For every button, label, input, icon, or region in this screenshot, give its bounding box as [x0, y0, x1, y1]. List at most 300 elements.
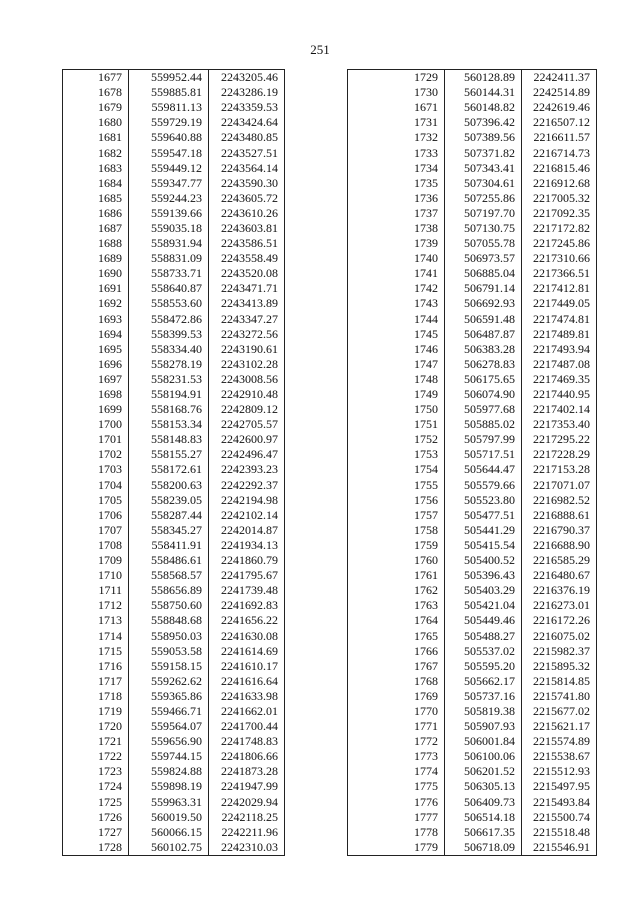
- table-row: [63, 719, 285, 734]
- table-row: [63, 191, 285, 206]
- point-id-cell: 1678: [63, 85, 129, 100]
- point-id-cell: 1775: [348, 779, 445, 794]
- table-row: [348, 659, 597, 674]
- table-row: [348, 312, 597, 327]
- x-coordinate-cell: 560144.31: [445, 85, 522, 100]
- y-coordinate-cell: 2216714.73: [522, 145, 597, 160]
- table-row: [63, 795, 285, 810]
- table-row: [63, 145, 285, 160]
- y-coordinate-cell: 2215574.89: [522, 734, 597, 749]
- y-coordinate-cell: 2243359.53: [209, 100, 285, 115]
- y-coordinate-cell: 2243008.56: [209, 372, 285, 387]
- y-coordinate-cell: 2243286.19: [209, 85, 285, 100]
- x-coordinate-cell: 559885.81: [129, 85, 209, 100]
- y-coordinate-cell: 2216507.12: [522, 115, 597, 130]
- table-body-left: [63, 70, 285, 856]
- table-row: [348, 417, 597, 432]
- table-row: [63, 357, 285, 372]
- point-id-cell: 1711: [63, 583, 129, 598]
- point-id-cell: 1701: [63, 432, 129, 447]
- point-id-cell: 1696: [63, 357, 129, 372]
- point-id-cell: 1741: [348, 266, 445, 281]
- y-coordinate-cell: 2243190.61: [209, 342, 285, 357]
- y-coordinate-cell: 2217487.08: [522, 357, 597, 372]
- table-row: [63, 810, 285, 825]
- x-coordinate-cell: 558278.19: [129, 357, 209, 372]
- x-coordinate-cell: 505449.46: [445, 613, 522, 628]
- table-row: [348, 538, 597, 553]
- y-coordinate-cell: 2241630.08: [209, 628, 285, 643]
- point-id-cell: 1776: [348, 795, 445, 810]
- y-coordinate-cell: 2217493.94: [522, 342, 597, 357]
- x-coordinate-cell: 560019.50: [129, 810, 209, 825]
- table-row: [63, 206, 285, 221]
- point-id-cell: 1716: [63, 659, 129, 674]
- y-coordinate-cell: 2243272.56: [209, 327, 285, 342]
- point-id-cell: 1706: [63, 508, 129, 523]
- point-id-cell: 1755: [348, 478, 445, 493]
- x-coordinate-cell: 559347.77: [129, 176, 209, 191]
- table-row: [348, 206, 597, 221]
- y-coordinate-cell: 2242393.23: [209, 462, 285, 477]
- y-coordinate-cell: 2243205.46: [209, 70, 285, 86]
- point-id-cell: 1693: [63, 312, 129, 327]
- table-row: [63, 538, 285, 553]
- x-coordinate-cell: 507371.82: [445, 145, 522, 160]
- y-coordinate-cell: 2215497.95: [522, 779, 597, 794]
- point-id-cell: 1739: [348, 236, 445, 251]
- x-coordinate-cell: 505403.29: [445, 583, 522, 598]
- y-coordinate-cell: 2217489.81: [522, 327, 597, 342]
- table-row: [63, 628, 285, 643]
- table-row: [63, 176, 285, 191]
- point-id-cell: 1719: [63, 704, 129, 719]
- point-id-cell: 1752: [348, 432, 445, 447]
- table-row: [348, 115, 597, 130]
- x-coordinate-cell: 559640.88: [129, 130, 209, 145]
- table-row: [348, 357, 597, 372]
- table-row: [348, 372, 597, 387]
- x-coordinate-cell: 507055.78: [445, 236, 522, 251]
- table-body-right: [348, 70, 597, 856]
- table-row: [348, 266, 597, 281]
- table-row: [348, 251, 597, 266]
- point-id-cell: 1723: [63, 764, 129, 779]
- point-id-cell: 1749: [348, 387, 445, 402]
- point-id-cell: 1768: [348, 674, 445, 689]
- y-coordinate-cell: 2216912.68: [522, 176, 597, 191]
- x-coordinate-cell: 558194.91: [129, 387, 209, 402]
- point-id-cell: 1743: [348, 296, 445, 311]
- point-id-cell: 1695: [63, 342, 129, 357]
- x-coordinate-cell: 559449.12: [129, 161, 209, 176]
- point-id-cell: 1740: [348, 251, 445, 266]
- x-coordinate-cell: 506885.04: [445, 266, 522, 281]
- x-coordinate-cell: 505415.54: [445, 538, 522, 553]
- y-coordinate-cell: 2215512.93: [522, 764, 597, 779]
- y-coordinate-cell: 2215741.80: [522, 689, 597, 704]
- x-coordinate-cell: 558345.27: [129, 523, 209, 538]
- x-coordinate-cell: 558168.76: [129, 402, 209, 417]
- y-coordinate-cell: 2242600.97: [209, 432, 285, 447]
- point-id-cell: 1679: [63, 100, 129, 115]
- table-row: [348, 130, 597, 145]
- y-coordinate-cell: 2215493.84: [522, 795, 597, 810]
- x-coordinate-cell: 558231.53: [129, 372, 209, 387]
- table-row: [348, 749, 597, 764]
- x-coordinate-cell: 559035.18: [129, 221, 209, 236]
- x-coordinate-cell: 505400.52: [445, 553, 522, 568]
- y-coordinate-cell: 2216611.57: [522, 130, 597, 145]
- y-coordinate-cell: 2242514.89: [522, 85, 597, 100]
- point-id-cell: 1714: [63, 628, 129, 643]
- table-row: [348, 296, 597, 311]
- point-id-cell: 1733: [348, 145, 445, 160]
- y-coordinate-cell: 2242496.47: [209, 447, 285, 462]
- point-id-cell: 1697: [63, 372, 129, 387]
- x-coordinate-cell: 558472.86: [129, 312, 209, 327]
- y-coordinate-cell: 2243347.27: [209, 312, 285, 327]
- x-coordinate-cell: 506074.90: [445, 387, 522, 402]
- x-coordinate-cell: 558568.57: [129, 568, 209, 583]
- x-coordinate-cell: 506305.13: [445, 779, 522, 794]
- point-id-cell: 1730: [348, 85, 445, 100]
- point-id-cell: 1774: [348, 764, 445, 779]
- table-row: [348, 432, 597, 447]
- x-coordinate-cell: 507343.41: [445, 161, 522, 176]
- y-coordinate-cell: 2216815.46: [522, 161, 597, 176]
- point-id-cell: 1754: [348, 462, 445, 477]
- x-coordinate-cell: 506718.09: [445, 840, 522, 856]
- table-row: [63, 100, 285, 115]
- point-id-cell: 1736: [348, 191, 445, 206]
- table-row: [63, 523, 285, 538]
- table-row: [63, 508, 285, 523]
- x-coordinate-cell: 559466.71: [129, 704, 209, 719]
- y-coordinate-cell: 2215621.17: [522, 719, 597, 734]
- point-id-cell: 1694: [63, 327, 129, 342]
- x-coordinate-cell: 506487.87: [445, 327, 522, 342]
- point-id-cell: 1735: [348, 176, 445, 191]
- table-row: [63, 493, 285, 508]
- point-id-cell: 1707: [63, 523, 129, 538]
- point-id-cell: 1721: [63, 734, 129, 749]
- y-coordinate-cell: 2217005.32: [522, 191, 597, 206]
- y-coordinate-cell: 2215982.37: [522, 644, 597, 659]
- y-coordinate-cell: 2242910.48: [209, 387, 285, 402]
- table-row: [348, 795, 597, 810]
- point-id-cell: 1770: [348, 704, 445, 719]
- x-coordinate-cell: 558733.71: [129, 266, 209, 281]
- table-row: [63, 130, 285, 145]
- x-coordinate-cell: 558750.60: [129, 598, 209, 613]
- point-id-cell: 1765: [348, 628, 445, 643]
- point-id-cell: 1710: [63, 568, 129, 583]
- table-row: [348, 145, 597, 160]
- table-row: [63, 734, 285, 749]
- point-id-cell: 1689: [63, 251, 129, 266]
- point-id-cell: 1778: [348, 825, 445, 840]
- table-row: [348, 478, 597, 493]
- x-coordinate-cell: 559824.88: [129, 764, 209, 779]
- table-row: [348, 493, 597, 508]
- y-coordinate-cell: 2242411.37: [522, 70, 597, 86]
- y-coordinate-cell: 2243413.89: [209, 296, 285, 311]
- table-row: [63, 387, 285, 402]
- table-row: [348, 191, 597, 206]
- y-coordinate-cell: 2243605.72: [209, 191, 285, 206]
- x-coordinate-cell: 506791.14: [445, 281, 522, 296]
- point-id-cell: 1700: [63, 417, 129, 432]
- table-row: [348, 734, 597, 749]
- y-coordinate-cell: 2215895.32: [522, 659, 597, 674]
- x-coordinate-cell: 505579.66: [445, 478, 522, 493]
- x-coordinate-cell: 505737.16: [445, 689, 522, 704]
- table-row: [63, 432, 285, 447]
- x-coordinate-cell: 505488.27: [445, 628, 522, 643]
- table-row: [63, 70, 285, 86]
- x-coordinate-cell: 558287.44: [129, 508, 209, 523]
- table-row: [348, 628, 597, 643]
- y-coordinate-cell: 2241633.98: [209, 689, 285, 704]
- point-id-cell: 1718: [63, 689, 129, 704]
- point-id-cell: 1772: [348, 734, 445, 749]
- x-coordinate-cell: 559158.15: [129, 659, 209, 674]
- y-coordinate-cell: 2243558.49: [209, 251, 285, 266]
- x-coordinate-cell: 505717.51: [445, 447, 522, 462]
- y-coordinate-cell: 2242619.46: [522, 100, 597, 115]
- x-coordinate-cell: 558411.91: [129, 538, 209, 553]
- point-id-cell: 1760: [348, 553, 445, 568]
- point-id-cell: 1688: [63, 236, 129, 251]
- y-coordinate-cell: 2243520.08: [209, 266, 285, 281]
- y-coordinate-cell: 2242194.98: [209, 493, 285, 508]
- y-coordinate-cell: 2217402.14: [522, 402, 597, 417]
- y-coordinate-cell: 2217245.86: [522, 236, 597, 251]
- table-row: [63, 447, 285, 462]
- point-id-cell: 1763: [348, 598, 445, 613]
- y-coordinate-cell: 2215677.02: [522, 704, 597, 719]
- x-coordinate-cell: 560128.89: [445, 70, 522, 86]
- y-coordinate-cell: 2242014.87: [209, 523, 285, 538]
- x-coordinate-cell: 506001.84: [445, 734, 522, 749]
- x-coordinate-cell: 506175.65: [445, 372, 522, 387]
- point-id-cell: 1746: [348, 342, 445, 357]
- table-row: [348, 764, 597, 779]
- y-coordinate-cell: 2216075.02: [522, 628, 597, 643]
- point-id-cell: 1759: [348, 538, 445, 553]
- table-row: [63, 644, 285, 659]
- y-coordinate-cell: 2241610.17: [209, 659, 285, 674]
- y-coordinate-cell: 2217153.28: [522, 462, 597, 477]
- y-coordinate-cell: 2242118.25: [209, 810, 285, 825]
- x-coordinate-cell: 558950.03: [129, 628, 209, 643]
- y-coordinate-cell: 2216688.90: [522, 538, 597, 553]
- point-id-cell: 1757: [348, 508, 445, 523]
- point-id-cell: 1738: [348, 221, 445, 236]
- x-coordinate-cell: 559811.13: [129, 100, 209, 115]
- coordinates-table-right: [347, 69, 597, 856]
- x-coordinate-cell: 506692.93: [445, 296, 522, 311]
- y-coordinate-cell: 2241614.69: [209, 644, 285, 659]
- table-row: [348, 719, 597, 734]
- table-row: [63, 553, 285, 568]
- table-row: [348, 689, 597, 704]
- point-id-cell: 1773: [348, 749, 445, 764]
- y-coordinate-cell: 2217092.35: [522, 206, 597, 221]
- x-coordinate-cell: 560066.15: [129, 825, 209, 840]
- x-coordinate-cell: 505907.93: [445, 719, 522, 734]
- x-coordinate-cell: 507130.75: [445, 221, 522, 236]
- table-row: [348, 176, 597, 191]
- x-coordinate-cell: 505421.04: [445, 598, 522, 613]
- x-coordinate-cell: 505644.47: [445, 462, 522, 477]
- y-coordinate-cell: 2241806.66: [209, 749, 285, 764]
- point-id-cell: 1713: [63, 613, 129, 628]
- table-row: [63, 840, 285, 856]
- table-row: [63, 764, 285, 779]
- x-coordinate-cell: 558848.68: [129, 613, 209, 628]
- y-coordinate-cell: 2217469.35: [522, 372, 597, 387]
- point-id-cell: 1756: [348, 493, 445, 508]
- x-coordinate-cell: 558200.63: [129, 478, 209, 493]
- table-row: [348, 704, 597, 719]
- y-coordinate-cell: 2243603.81: [209, 221, 285, 236]
- x-coordinate-cell: 505662.17: [445, 674, 522, 689]
- x-coordinate-cell: 558931.94: [129, 236, 209, 251]
- point-id-cell: 1742: [348, 281, 445, 296]
- x-coordinate-cell: 558148.83: [129, 432, 209, 447]
- point-id-cell: 1771: [348, 719, 445, 734]
- table-row: [63, 779, 285, 794]
- y-coordinate-cell: 2216376.19: [522, 583, 597, 598]
- point-id-cell: 1708: [63, 538, 129, 553]
- table-row: [348, 402, 597, 417]
- x-coordinate-cell: 505819.38: [445, 704, 522, 719]
- x-coordinate-cell: 506100.06: [445, 749, 522, 764]
- table-row: [348, 598, 597, 613]
- point-id-cell: 1722: [63, 749, 129, 764]
- table-row: [63, 462, 285, 477]
- table-row: [63, 236, 285, 251]
- table-row: [63, 342, 285, 357]
- y-coordinate-cell: 2241616.64: [209, 674, 285, 689]
- table-row: [348, 447, 597, 462]
- x-coordinate-cell: 559898.19: [129, 779, 209, 794]
- x-coordinate-cell: 505537.02: [445, 644, 522, 659]
- point-id-cell: 1683: [63, 161, 129, 176]
- point-id-cell: 1715: [63, 644, 129, 659]
- table-row: [63, 583, 285, 598]
- x-coordinate-cell: 507255.86: [445, 191, 522, 206]
- table-row: [348, 161, 597, 176]
- y-coordinate-cell: 2242029.94: [209, 795, 285, 810]
- table-row: [63, 674, 285, 689]
- x-coordinate-cell: 506383.28: [445, 342, 522, 357]
- y-coordinate-cell: 2243586.51: [209, 236, 285, 251]
- y-coordinate-cell: 2243480.85: [209, 130, 285, 145]
- x-coordinate-cell: 505441.29: [445, 523, 522, 538]
- point-id-cell: 1777: [348, 810, 445, 825]
- x-coordinate-cell: 507304.61: [445, 176, 522, 191]
- point-id-cell: 1766: [348, 644, 445, 659]
- table-row: [63, 296, 285, 311]
- y-coordinate-cell: 2217172.82: [522, 221, 597, 236]
- table-row: [63, 372, 285, 387]
- table-row: [63, 312, 285, 327]
- x-coordinate-cell: 558239.05: [129, 493, 209, 508]
- table-row: [348, 613, 597, 628]
- y-coordinate-cell: 2215538.67: [522, 749, 597, 764]
- point-id-cell: 1726: [63, 810, 129, 825]
- y-coordinate-cell: 2217440.95: [522, 387, 597, 402]
- y-coordinate-cell: 2216888.61: [522, 508, 597, 523]
- table-row: [63, 689, 285, 704]
- table-row: [348, 462, 597, 477]
- table-row: [63, 115, 285, 130]
- point-id-cell: 1747: [348, 357, 445, 372]
- x-coordinate-cell: 507197.70: [445, 206, 522, 221]
- point-id-cell: 1729: [348, 70, 445, 86]
- x-coordinate-cell: 559053.58: [129, 644, 209, 659]
- table-row: [63, 266, 285, 281]
- point-id-cell: 1717: [63, 674, 129, 689]
- y-coordinate-cell: 2217366.51: [522, 266, 597, 281]
- point-id-cell: 1744: [348, 312, 445, 327]
- point-id-cell: 1698: [63, 387, 129, 402]
- y-coordinate-cell: 2241947.99: [209, 779, 285, 794]
- point-id-cell: 1692: [63, 296, 129, 311]
- x-coordinate-cell: 505595.20: [445, 659, 522, 674]
- x-coordinate-cell: 506409.73: [445, 795, 522, 810]
- table-row: [63, 402, 285, 417]
- x-coordinate-cell: 559139.66: [129, 206, 209, 221]
- point-id-cell: 1690: [63, 266, 129, 281]
- y-coordinate-cell: 2241662.01: [209, 704, 285, 719]
- x-coordinate-cell: 559963.31: [129, 795, 209, 810]
- point-id-cell: 1732: [348, 130, 445, 145]
- table-row: [348, 644, 597, 659]
- x-coordinate-cell: 559656.90: [129, 734, 209, 749]
- x-coordinate-cell: 560102.75: [129, 840, 209, 856]
- point-id-cell: 1750: [348, 402, 445, 417]
- y-coordinate-cell: 2215500.74: [522, 810, 597, 825]
- table-row: [63, 251, 285, 266]
- table-row: [348, 221, 597, 236]
- table-row: [63, 281, 285, 296]
- point-id-cell: 1720: [63, 719, 129, 734]
- x-coordinate-cell: 559365.86: [129, 689, 209, 704]
- point-id-cell: 1764: [348, 613, 445, 628]
- x-coordinate-cell: 506617.35: [445, 825, 522, 840]
- x-coordinate-cell: 558399.53: [129, 327, 209, 342]
- point-id-cell: 1734: [348, 161, 445, 176]
- table-row: [63, 221, 285, 236]
- y-coordinate-cell: 2241860.79: [209, 553, 285, 568]
- table-row: [63, 825, 285, 840]
- y-coordinate-cell: 2217449.05: [522, 296, 597, 311]
- y-coordinate-cell: 2216585.29: [522, 553, 597, 568]
- y-coordinate-cell: 2243590.30: [209, 176, 285, 191]
- table-row: [348, 236, 597, 251]
- x-coordinate-cell: 506278.83: [445, 357, 522, 372]
- point-id-cell: 1681: [63, 130, 129, 145]
- point-id-cell: 1779: [348, 840, 445, 856]
- x-coordinate-cell: 507389.56: [445, 130, 522, 145]
- y-coordinate-cell: 2241873.28: [209, 764, 285, 779]
- y-coordinate-cell: 2241692.83: [209, 598, 285, 613]
- point-id-cell: 1751: [348, 417, 445, 432]
